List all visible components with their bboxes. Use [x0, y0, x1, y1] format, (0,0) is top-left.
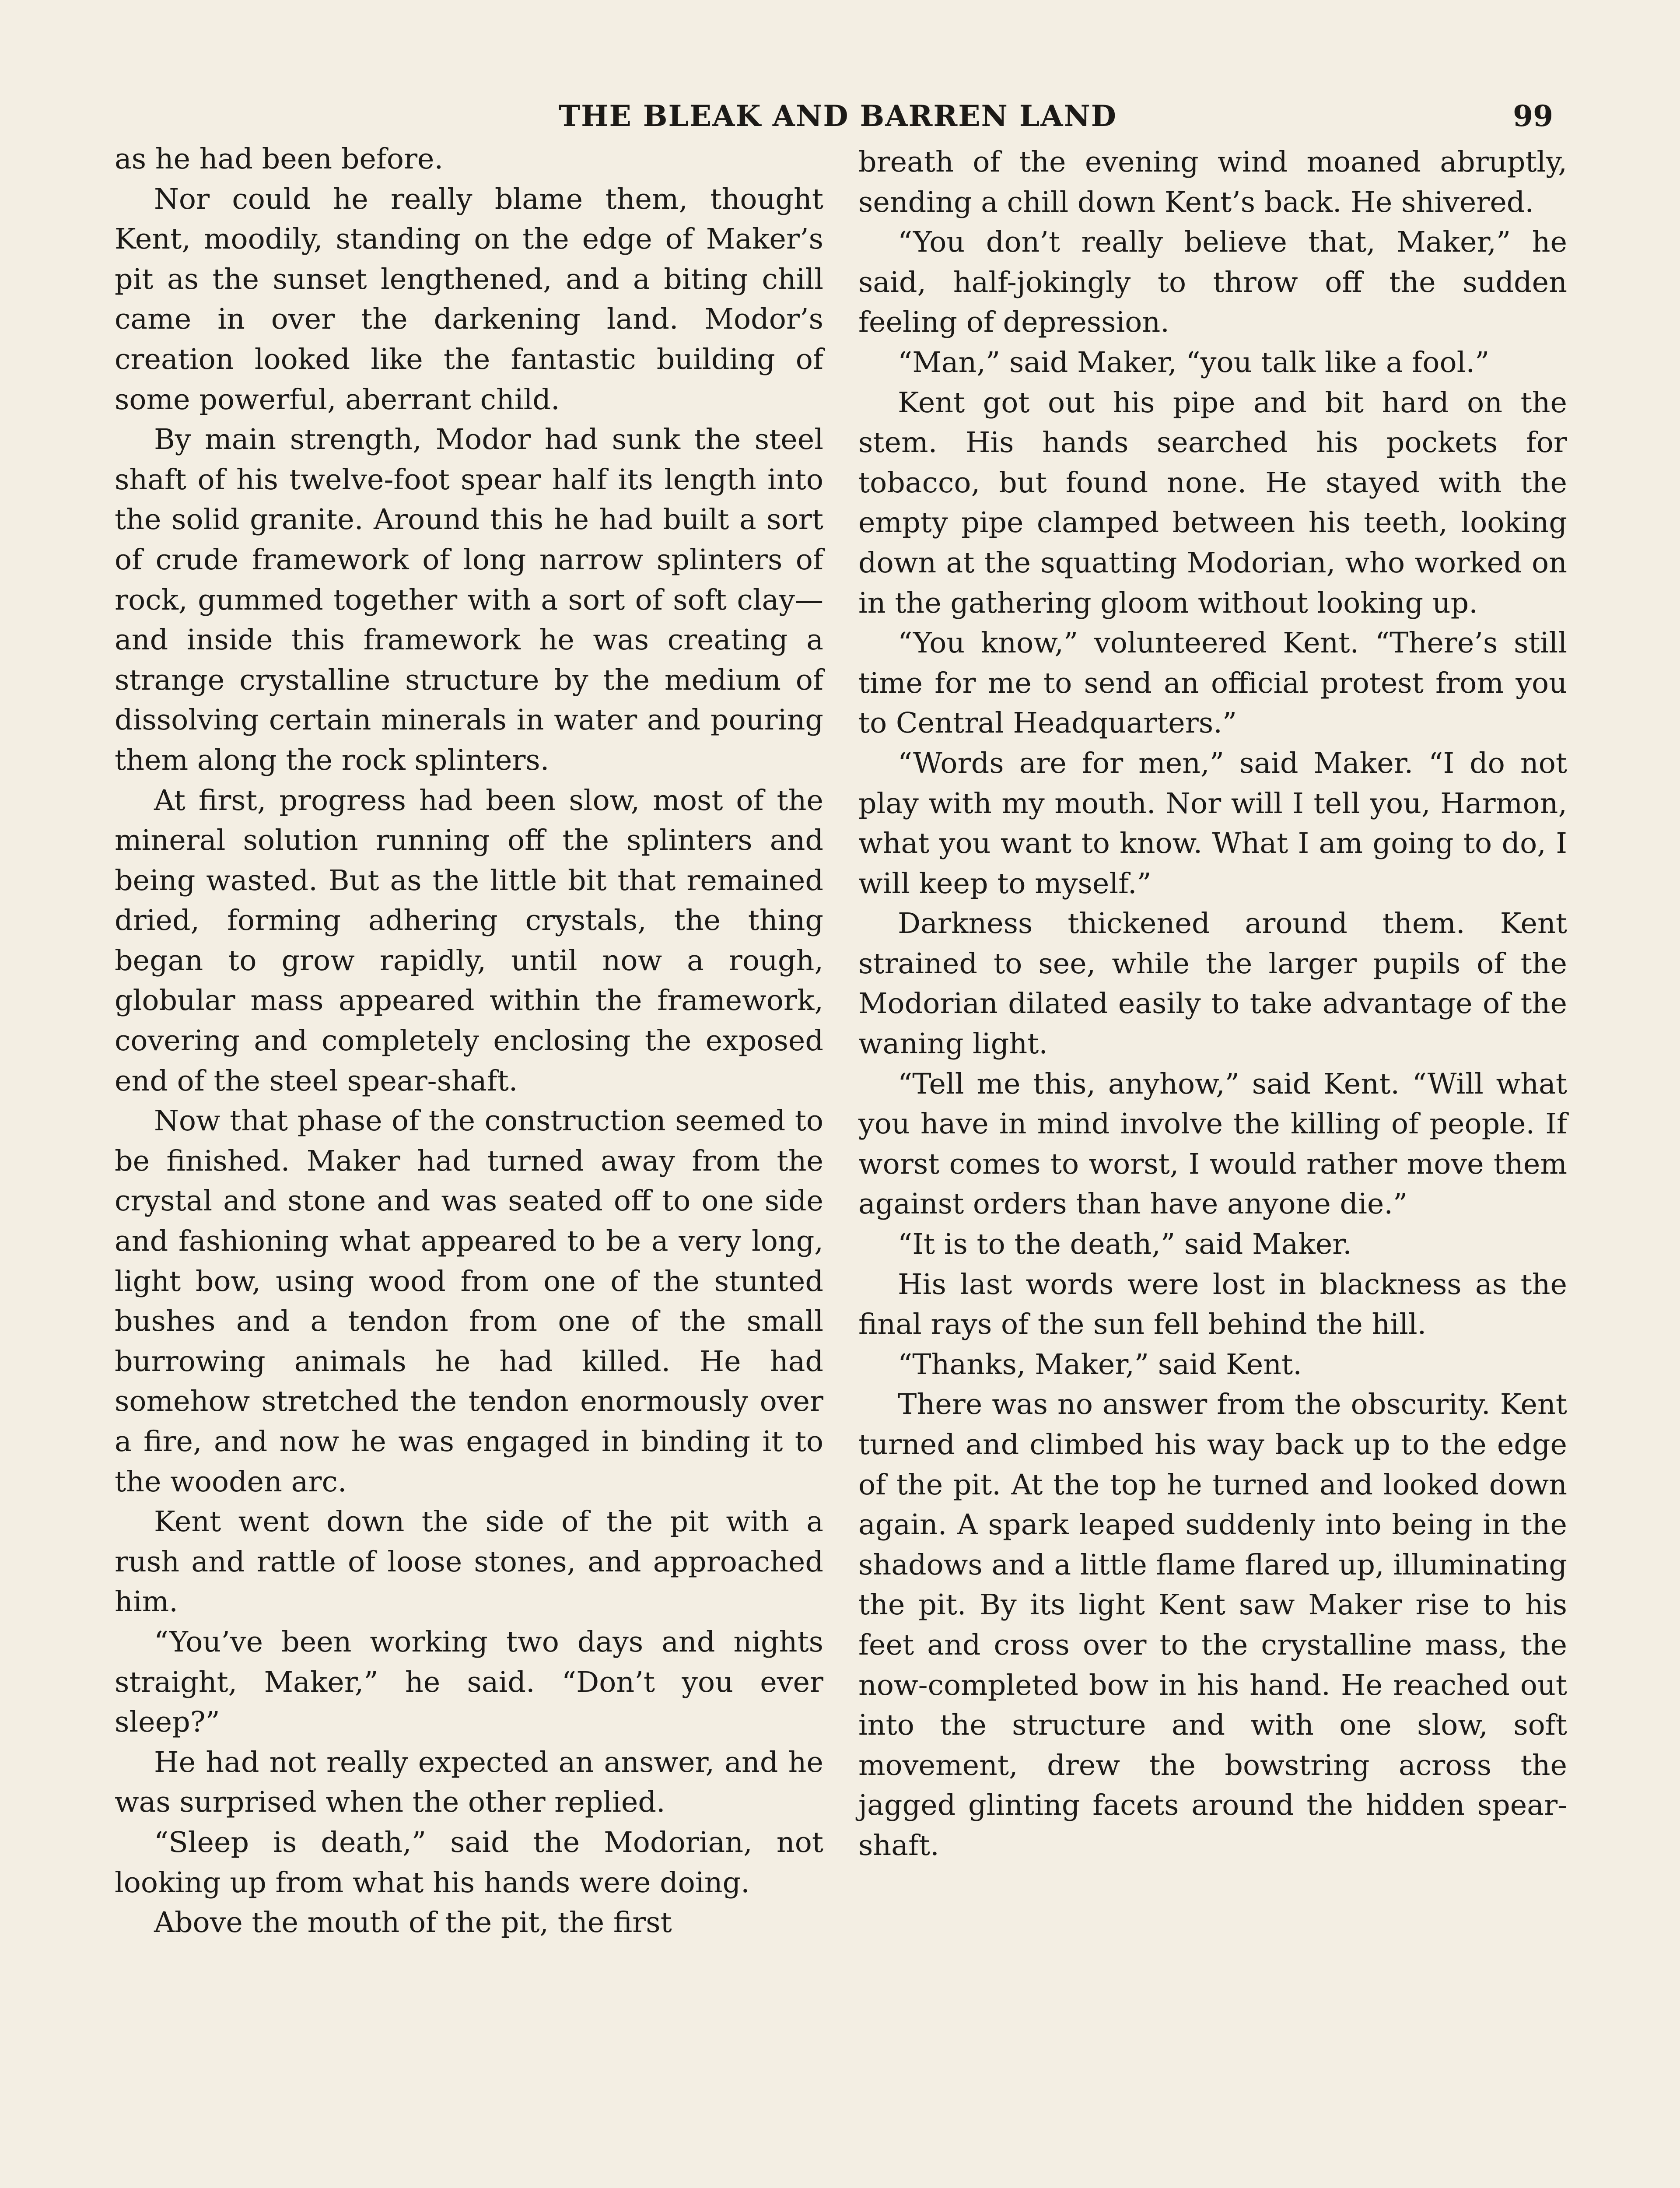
- paragraph: Now that phase of the construction seemed to be finished. Maker had turned away from the crystal and stone and was seated off to one side and fashioning what appeared to be a very long, light bow, using wood from one of the stunted bushes and a tendon from one of the small burrowing animals he had killed. He had somehow stretched the tendon enormously over a fire, and now he was engaged in binding it to the wooden arc.: [115, 1105, 823, 1498]
- page-header: [0, 96, 1680, 136]
- paragraph: Kent got out his pipe and bit hard on the stem. His hands searched his pockets for tobacco, but found none. He stayed with the empty pipe clamped between his teeth, looking down at the squatting Modorian, who worked on in the gathering gloom without looking up.: [858, 386, 1567, 620]
- page-number: 99: [1513, 99, 1553, 133]
- paragraph: Darkness thickened around them. Kent strained to see, while the larger pupils of the Modorian dilated easily to take advantage of the waning light.: [858, 907, 1567, 1061]
- paragraph: “You know,” volunteered Kent. “There’s still time for me to send an official protest from you to Central Headquarters.”: [858, 627, 1567, 740]
- paragraph: He had not really expected an answer, and he was surprised when the other replied.: [115, 1746, 823, 1819]
- running-title: THE BLEAK AND BARREN LAND: [558, 99, 1117, 133]
- paragraph: Nor could he really blame them, thought Kent, moodily, standing on the edge of Maker’s pit as the sunset lengthened, and a biting chill came in over the darkening land. Modor’s creation looked like the fantastic building of some powerful, aberrant child.: [115, 182, 823, 416]
- left-column: [115, 139, 823, 1943]
- paragraph: By main strength, Modor had sunk the steel shaft of his twelve-foot spear half its length into the solid granite. Around this he had built a sort of crude framework of long narrow splinters of rock, gummed together with a sort of soft clay—and inside this framework he was creating a strange crystalline structure by the medium of dissolving certain minerals in water and pouring them along the rock splinters.: [115, 423, 823, 777]
- paragraph: “Tell me this, anyhow,” said Kent. “Will what you have in mind involve the killing of people. If worst comes to worst, I would rather move them against orders than have anyone die.”: [858, 1067, 1567, 1221]
- paragraph: “Words are for men,” said Maker. “I do not play with my mouth. Nor will I tell you, Harmon, what you want to know. What I am going to do, I will keep to myself.”: [858, 747, 1567, 900]
- paragraph: “Man,” said Maker, “you talk like a fool.”: [898, 346, 1490, 379]
- paragraph: At first, progress had been slow, most of the mineral solution running off the splinters and being wasted. But as the little bit that remained dried, forming adhering crystals, the thing began to grow rapidly, until now a rough, globular mass appeared within the framework, covering and completely enclosing the exposed end of the steel spear-shaft.: [115, 784, 823, 1098]
- paragraph: Kent went down the side of the pit with a rush and rattle of loose stones, and approached him.: [115, 1505, 823, 1619]
- paragraph: breath of the evening wind moaned abruptly, sending a chill down Kent’s back. He shivered.: [858, 146, 1567, 219]
- paragraph: “You don’t really believe that, Maker,” he said, half-jokingly to throw off the sudden feeling of depression.: [858, 226, 1567, 339]
- paragraph: as he had been before.: [115, 143, 444, 175]
- paragraph: “You’ve been working two days and nights straight, Maker,” he said. “Don’t you ever sleep?”: [115, 1625, 823, 1739]
- paragraph: “Sleep is death,” said the Modorian, not looking up from what his hands were doing.: [115, 1826, 823, 1899]
- paragraph: His last words were lost in blackness as the final rays of the sun fell behind the hill.: [858, 1268, 1567, 1341]
- paragraph: Above the mouth of the pit, the first: [154, 1906, 672, 1939]
- paragraph: “It is to the death,” said Maker.: [898, 1228, 1352, 1261]
- paragraph: There was no answer from the obscurity. Kent turned and climbed his way back up to the edge of the pit. At the top he turned and looked down again. A spark leaped suddenly into being in the shadows and a little flame flared up, illuminating the pit. By its light Kent saw Maker rise to his feet and cross over to the crystalline mass, the now-completed bow in his hand. He reached out into the structure and with one slow, soft movement, drew the bowstring across the jagged glinting facets around the hidden spear-shaft.: [858, 1388, 1567, 1862]
- paragraph: “Thanks, Maker,” said Kent.: [898, 1348, 1302, 1381]
- right-column: [858, 142, 1567, 1866]
